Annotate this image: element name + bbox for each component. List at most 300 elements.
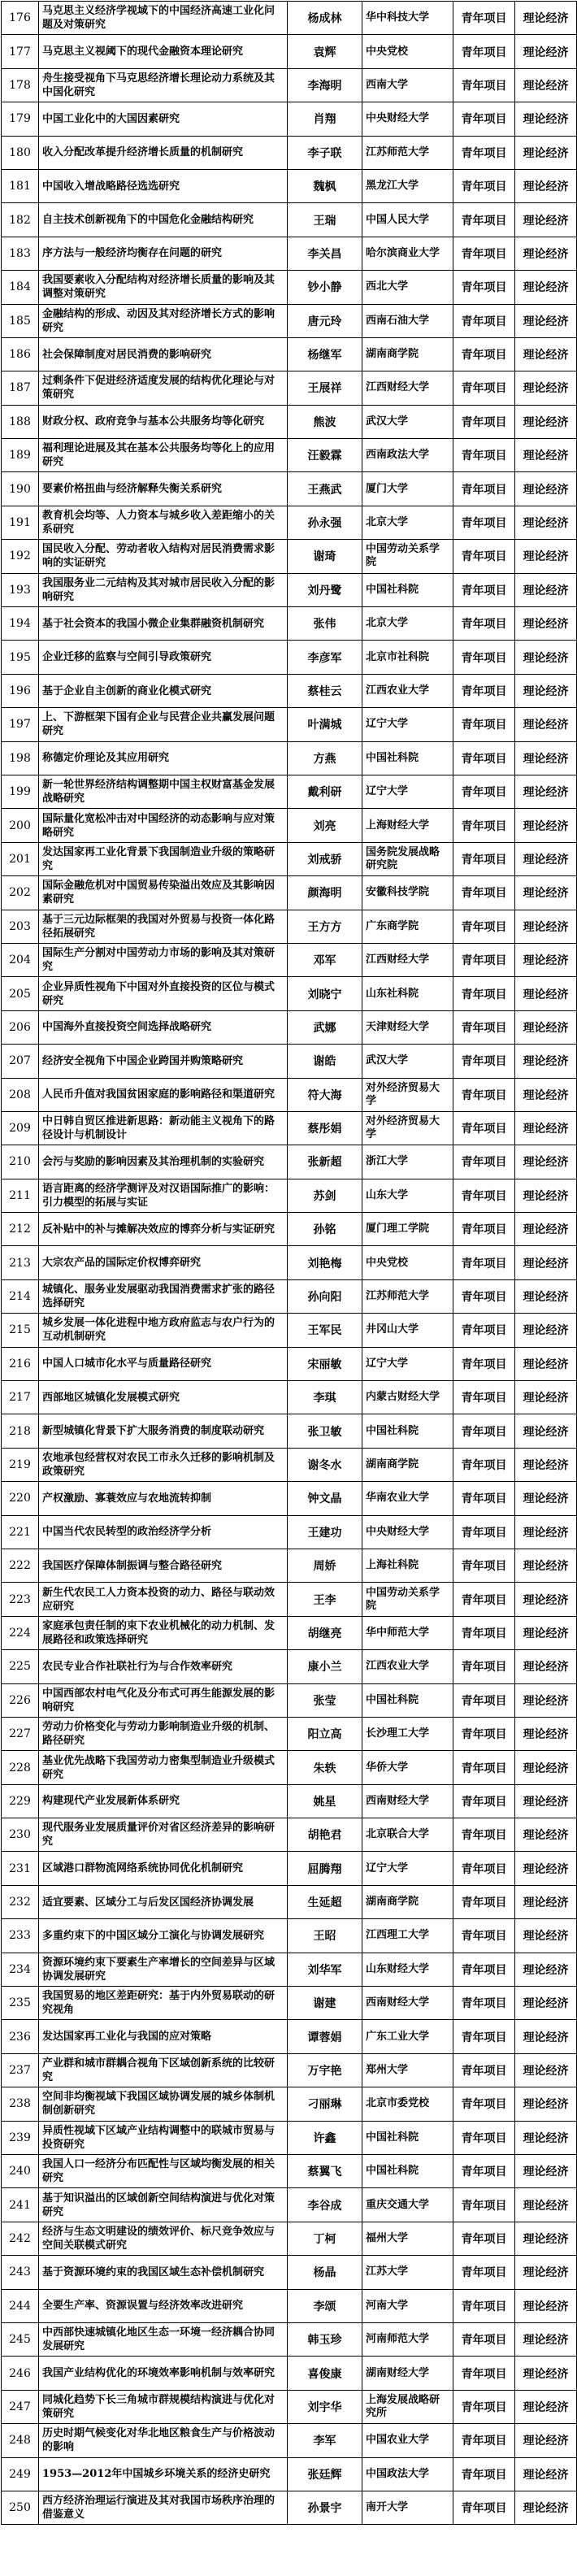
project-leader: 刘艳梅 — [288, 1246, 362, 1279]
project-discipline: 理论经济 — [515, 405, 577, 438]
project-number: 186 — [2, 337, 39, 371]
project-leader: 姚星 — [288, 1784, 362, 1818]
project-type: 青年项目 — [453, 102, 515, 136]
project-number: 239 — [2, 2121, 39, 2154]
project-number: 205 — [2, 977, 39, 1010]
project-number: 206 — [2, 1010, 39, 1044]
project-title: 社会保障制度对居民消费的影响研究 — [39, 337, 288, 371]
project-type: 青年项目 — [453, 1583, 515, 1616]
project-leader: 颜海明 — [288, 876, 362, 910]
table-row — [2, 2289, 577, 2322]
project-number: 238 — [2, 2087, 39, 2121]
project-organization: 福州大学 — [362, 2222, 453, 2255]
project-leader: 钞小静 — [288, 271, 362, 304]
project-number: 188 — [2, 405, 39, 438]
project-type: 青年项目 — [453, 1448, 515, 1481]
project-type: 青年项目 — [453, 2457, 515, 2491]
project-leader: 刘华军 — [288, 1953, 362, 1986]
project-leader: 生延超 — [288, 1885, 362, 1918]
project-type: 青年项目 — [453, 775, 515, 808]
project-title: 我国产业结构优化的环境效率影响机制与效率研究 — [39, 2357, 288, 2390]
project-discipline: 理论经济 — [515, 304, 577, 337]
table-row — [2, 1515, 577, 1549]
project-title: 中国人口城市化水平与质量路径研究 — [39, 1347, 288, 1380]
project-discipline: 理论经济 — [515, 1885, 577, 1918]
project-organization: 江苏师范大学 — [362, 136, 453, 169]
project-type: 青年项目 — [453, 1717, 515, 1750]
project-discipline: 理论经济 — [515, 910, 577, 943]
table-row — [2, 943, 577, 976]
project-number: 214 — [2, 1279, 39, 1313]
table-row — [2, 2222, 577, 2255]
table-row — [2, 1616, 577, 1649]
project-discipline: 理论经济 — [515, 439, 577, 472]
project-title: 产业群和城市群耦合视角下区域创新系统的比较研究 — [39, 2053, 288, 2087]
project-leader: 张伟 — [288, 607, 362, 641]
project-type: 青年项目 — [453, 943, 515, 976]
project-type: 青年项目 — [453, 68, 515, 102]
project-title: 自主技术创新视角下的中国危化金融结构研究 — [39, 203, 288, 237]
table-row — [2, 2457, 577, 2491]
project-type: 青年项目 — [453, 1987, 515, 2020]
project-organization: 哈尔滨商业大学 — [362, 237, 453, 270]
project-organization: 浙江大学 — [362, 1145, 453, 1179]
project-title: 中国工业化中的大国因素研究 — [39, 102, 288, 136]
table-row — [2, 2357, 577, 2390]
table-row — [2, 910, 577, 943]
project-type: 青年项目 — [453, 1078, 515, 1111]
project-number: 203 — [2, 910, 39, 943]
project-leader: 王昭 — [288, 1919, 362, 1953]
project-title: 农民专业合作社联社行为与合作效率研究 — [39, 1650, 288, 1683]
project-discipline: 理论经济 — [515, 607, 577, 641]
project-type: 青年项目 — [453, 2155, 515, 2188]
project-discipline: 理论经济 — [515, 1246, 577, 1279]
project-organization: 西南政法大学 — [362, 439, 453, 472]
project-discipline: 理论经济 — [515, 2322, 577, 2356]
project-leader: 袁辉 — [288, 35, 362, 68]
project-type: 青年项目 — [453, 741, 515, 775]
table-row — [2, 405, 577, 438]
project-number: 217 — [2, 1381, 39, 1414]
project-type: 青年项目 — [453, 2087, 515, 2121]
table-row — [2, 2053, 577, 2087]
project-discipline: 理论经济 — [515, 371, 577, 405]
table-row — [2, 472, 577, 506]
project-discipline: 理论经济 — [515, 1515, 577, 1549]
project-leader: 屈腾翔 — [288, 1852, 362, 1885]
project-discipline: 理论经济 — [515, 2, 577, 35]
project-leader: 李谷成 — [288, 2188, 362, 2222]
project-title: 基于三元边际框架的我国对外贸易与投资一体化路径拓展研究 — [39, 910, 288, 943]
project-leader: 刘亮 — [288, 809, 362, 842]
table-row — [2, 439, 577, 472]
project-organization: 安徽科技学院 — [362, 876, 453, 910]
table-row — [2, 1650, 577, 1683]
table-row — [2, 1045, 577, 1078]
project-organization: 北京联合大学 — [362, 1818, 453, 1852]
project-leader: 苏剑 — [288, 1179, 362, 1212]
project-discipline: 理论经济 — [515, 1414, 577, 1448]
table-row — [2, 540, 577, 573]
project-organization: 江西财经大学 — [362, 371, 453, 405]
project-title: 我国要素收入分配结构对经济增长质量的影响及其调整对策研究 — [39, 271, 288, 304]
project-leader: 韩玉珍 — [288, 2322, 362, 2356]
project-type: 青年项目 — [453, 1010, 515, 1044]
project-discipline: 理论经济 — [515, 1448, 577, 1481]
project-number: 231 — [2, 1852, 39, 1885]
project-discipline: 理论经济 — [515, 1549, 577, 1582]
project-organization: 北京大学 — [362, 506, 453, 539]
table-row — [2, 1751, 577, 1784]
project-organization: 上海财经大学 — [362, 809, 453, 842]
project-type: 青年项目 — [453, 1885, 515, 1918]
project-number: 179 — [2, 102, 39, 136]
project-discipline: 理论经济 — [515, 2121, 577, 2154]
project-number: 192 — [2, 540, 39, 573]
project-leader: 王燕武 — [288, 472, 362, 506]
project-type: 青年项目 — [453, 607, 515, 641]
project-number: 225 — [2, 1650, 39, 1683]
project-title: 家庭承包责任制的束下农业机械化的动力机制、发展路径和政策选择研究 — [39, 1616, 288, 1649]
table-row — [2, 506, 577, 539]
project-number: 207 — [2, 1045, 39, 1078]
project-organization: 西南财经大学 — [362, 1987, 453, 2020]
project-title: 我国服务业二元结构及其对城市居民收入分配的影响研究 — [39, 573, 288, 606]
project-discipline: 理论经济 — [515, 2188, 577, 2222]
project-discipline: 理论经济 — [515, 271, 577, 304]
project-leader: 魏枫 — [288, 169, 362, 202]
table-row — [2, 1111, 577, 1145]
project-discipline: 理论经济 — [515, 1010, 577, 1044]
project-type: 青年项目 — [453, 910, 515, 943]
project-leader: 王瑞 — [288, 203, 362, 237]
project-leader: 杨继军 — [288, 337, 362, 371]
project-type: 青年项目 — [453, 2289, 515, 2322]
project-leader: 张新超 — [288, 1145, 362, 1179]
project-title: 中国海外直接投资空间选择战略研究 — [39, 1010, 288, 1044]
project-title: 人民币升值对我国贫困家庭的影响路径和渠道研究 — [39, 1078, 288, 1111]
project-title: 我国医疗保障体制振调与整合路径研究 — [39, 1549, 288, 1582]
project-type: 青年项目 — [453, 1246, 515, 1279]
project-type: 青年项目 — [453, 1953, 515, 1986]
project-organization: 华侨大学 — [362, 1751, 453, 1784]
project-discipline: 理论经济 — [515, 2020, 577, 2053]
project-organization: 辽宁大学 — [362, 1347, 453, 1380]
project-title: 国际量化宽松冲击对中国经济的动态影响与应对策略研究 — [39, 809, 288, 842]
project-number: 182 — [2, 203, 39, 237]
project-type: 青年项目 — [453, 1213, 515, 1246]
table-row — [2, 1885, 577, 1918]
project-organization: 中国政法大学 — [362, 2457, 453, 2491]
project-title: 中国收入增战略路径选选研究 — [39, 169, 288, 202]
project-type: 青年项目 — [453, 1482, 515, 1515]
project-discipline: 理论经济 — [515, 674, 577, 707]
project-title: 企业异质性视角下中国对外直接投资的区位与模式研究 — [39, 977, 288, 1010]
project-leader: 符大海 — [288, 1078, 362, 1111]
project-discipline: 理论经济 — [515, 1583, 577, 1616]
project-organization: 江苏师范大学 — [362, 1279, 453, 1313]
project-organization: 厦门理工学院 — [362, 1213, 453, 1246]
table-row — [2, 1078, 577, 1111]
table-row — [2, 1683, 577, 1717]
project-title: 中国当代农民转型的政治经济学分析 — [39, 1515, 288, 1549]
project-number: 237 — [2, 2053, 39, 2087]
project-number: 180 — [2, 136, 39, 169]
project-organization: 华中师范大学 — [362, 1616, 453, 1649]
table-row — [2, 136, 577, 169]
project-type: 青年项目 — [453, 1818, 515, 1852]
project-organization: 中国社科院 — [362, 2121, 453, 2154]
project-title: 教育机会均等、人力资本与城乡收入差距缩小的关系研究 — [39, 506, 288, 539]
project-organization: 辽宁大学 — [362, 1852, 453, 1885]
table-row — [2, 2121, 577, 2154]
project-organization: 中国社科院 — [362, 2155, 453, 2188]
project-leader: 万宇艳 — [288, 2053, 362, 2087]
project-organization: 江西理工大学 — [362, 1919, 453, 1953]
project-number: 245 — [2, 2322, 39, 2356]
project-organization: 中国社科院 — [362, 1683, 453, 1717]
table-row — [2, 809, 577, 842]
project-list-table — [1, 1, 577, 2525]
project-discipline: 理论经济 — [515, 1717, 577, 1750]
project-type: 青年项目 — [453, 1683, 515, 1717]
table-row — [2, 1213, 577, 1246]
table-row — [2, 102, 577, 136]
project-number: 230 — [2, 1818, 39, 1852]
project-leader: 张莹 — [288, 1683, 362, 1717]
project-discipline: 理论经济 — [515, 1347, 577, 1380]
project-type: 青年项目 — [453, 1784, 515, 1818]
project-title: 我国贸易的地区差距研究：基于内外贸易联动的研究视角 — [39, 1987, 288, 2020]
project-discipline: 理论经济 — [515, 876, 577, 910]
project-type: 青年项目 — [453, 2, 515, 35]
project-type: 青年项目 — [453, 2121, 515, 2154]
table-row — [2, 304, 577, 337]
project-leader: 李军 — [288, 2424, 362, 2457]
project-title: 构建现代产业发展新体系研究 — [39, 1784, 288, 1818]
project-type: 青年项目 — [453, 2188, 515, 2222]
table-row — [2, 1583, 577, 1616]
table-row — [2, 1010, 577, 1044]
project-discipline: 理论经济 — [515, 2390, 577, 2423]
project-number: 212 — [2, 1213, 39, 1246]
project-title: 要素价格扭曲与经济解释失衡关系研究 — [39, 472, 288, 506]
project-type: 青年项目 — [453, 203, 515, 237]
project-leader: 王展祥 — [288, 371, 362, 405]
project-type: 青年项目 — [453, 2357, 515, 2390]
project-title: 福利理论进展及其在基本公共服务均等化上的应用研究 — [39, 439, 288, 472]
project-title: 产权激励、寡蓑效应与农地流转抑制 — [39, 1482, 288, 1515]
table-row — [2, 1818, 577, 1852]
project-leader: 刘戒骄 — [288, 842, 362, 875]
project-leader: 叶满城 — [288, 708, 362, 741]
project-organization: 中国劳动关系学院 — [362, 1583, 453, 1616]
project-leader: 孙永强 — [288, 506, 362, 539]
project-type: 青年项目 — [453, 2256, 515, 2289]
project-leader: 唐元玲 — [288, 304, 362, 337]
project-leader: 胡继亮 — [288, 1616, 362, 1649]
table-row — [2, 775, 577, 808]
project-discipline: 理论经济 — [515, 1852, 577, 1885]
project-number: 197 — [2, 708, 39, 741]
project-organization: 天津财经大学 — [362, 1010, 453, 1044]
project-number: 227 — [2, 1717, 39, 1750]
project-title: 农地承包经营权对农民工市永久迁移的影响机制及政策研究 — [39, 1448, 288, 1481]
project-title: 同城化趋势下长三角城市群规模结构演进与优化对策研究 — [39, 2390, 288, 2423]
project-type: 青年项目 — [453, 809, 515, 842]
project-discipline: 理论经济 — [515, 2222, 577, 2255]
project-type: 青年项目 — [453, 1852, 515, 1885]
table-row — [2, 607, 577, 641]
project-discipline: 理论经济 — [515, 237, 577, 270]
project-discipline: 理论经济 — [515, 1953, 577, 1986]
project-number: 190 — [2, 472, 39, 506]
project-number: 220 — [2, 1482, 39, 1515]
project-title: 马克思主义视阈下的现代金融资本理论研究 — [39, 35, 288, 68]
project-organization: 长沙理工大学 — [362, 1717, 453, 1750]
project-number: 236 — [2, 2020, 39, 2053]
project-discipline: 理论经济 — [515, 775, 577, 808]
project-title: 会污与奖励的影响因素及其治理机制的实验研究 — [39, 1145, 288, 1179]
table-row — [2, 68, 577, 102]
table-row — [2, 842, 577, 875]
project-title: 区域港口群物流网络系统协同优化机制研究 — [39, 1852, 288, 1885]
project-leader: 蔡彤娟 — [288, 1111, 362, 1145]
project-number: 189 — [2, 439, 39, 472]
table-row — [2, 1381, 577, 1414]
project-title: 基业优先战略下我国劳动力密集型制造业升级模式研究 — [39, 1751, 288, 1784]
project-number: 224 — [2, 1616, 39, 1649]
table-row — [2, 271, 577, 304]
project-leader: 喜俊康 — [288, 2357, 362, 2390]
project-organization: 北京市社科院 — [362, 641, 453, 674]
project-discipline: 理论经济 — [515, 1919, 577, 1953]
project-title: 中日韩自贸区推进新思路：新动能主义视角下的路径设计与机制设计 — [39, 1111, 288, 1145]
project-organization: 江苏大学 — [362, 2256, 453, 2289]
table-row — [2, 641, 577, 674]
project-discipline: 理论经济 — [515, 2424, 577, 2457]
project-title: 中国西部农村电气化及分布式可再生能源发展的影响研究 — [39, 1683, 288, 1717]
table-row — [2, 741, 577, 775]
table-row — [2, 237, 577, 270]
project-organization: 西南石油大学 — [362, 304, 453, 337]
table-row — [2, 708, 577, 741]
project-organization: 重庆交通大学 — [362, 2188, 453, 2222]
project-type: 青年项目 — [453, 2322, 515, 2356]
project-title: 适宜要素、区域分工与后发区国经济协调发展 — [39, 1885, 288, 1918]
project-title: 资源环境约束下要素生产率增长的空间差异与区域协调发展研究 — [39, 1953, 288, 1986]
project-number: 200 — [2, 809, 39, 842]
project-leader: 李海明 — [288, 68, 362, 102]
project-discipline: 理论经济 — [515, 809, 577, 842]
project-organization: 河南大学 — [362, 2289, 453, 2322]
project-type: 青年项目 — [453, 237, 515, 270]
project-leader: 蔡翼飞 — [288, 2155, 362, 2188]
project-type: 青年项目 — [453, 876, 515, 910]
table-row — [2, 2390, 577, 2423]
project-organization: 中国社科院 — [362, 1414, 453, 1448]
project-title: 新型城镇化背景下扩大服务消费的制度联动研究 — [39, 1414, 288, 1448]
project-title: 基于企业自主创新的商业化模式研究 — [39, 674, 288, 707]
project-type: 青年项目 — [453, 1111, 515, 1145]
table-row — [2, 2155, 577, 2188]
project-title: 中西部快速城镇化地区生态一环境一经济耦合协同发展研究 — [39, 2322, 288, 2356]
project-title: 城乡发展一体化进程中地方政府监志与农户行为的互动机制研究 — [39, 1314, 288, 1347]
project-number: 228 — [2, 1751, 39, 1784]
project-organization: 中央财经大学 — [362, 1515, 453, 1549]
project-number: 213 — [2, 1246, 39, 1279]
project-leader: 钟文晶 — [288, 1482, 362, 1515]
project-organization: 广东工业大学 — [362, 2020, 453, 2053]
table-row — [2, 1953, 577, 1986]
project-leader: 朱轶 — [288, 1751, 362, 1784]
project-type: 青年项目 — [453, 540, 515, 573]
project-type: 青年项目 — [453, 439, 515, 472]
project-organization: 中央财经大学 — [362, 102, 453, 136]
project-discipline: 理论经济 — [515, 203, 577, 237]
table-row — [2, 35, 577, 68]
project-discipline: 理论经济 — [515, 2256, 577, 2289]
project-title: 异质性视域下区域产业结构调整中的联城市贸易与投资研究 — [39, 2121, 288, 2154]
project-leader: 张卫敏 — [288, 1414, 362, 1448]
project-number: 235 — [2, 1987, 39, 2020]
project-organization: 华南农业大学 — [362, 1482, 453, 1515]
project-type: 青年项目 — [453, 136, 515, 169]
project-discipline: 理论经济 — [515, 540, 577, 573]
project-organization: 北京大学 — [362, 607, 453, 641]
project-number: 199 — [2, 775, 39, 808]
project-title: 城镇化、服务业发展驱动我国消费需求扩张的路径选择研究 — [39, 1279, 288, 1313]
project-discipline: 理论经济 — [515, 1145, 577, 1179]
project-discipline: 理论经济 — [515, 136, 577, 169]
project-discipline: 理论经济 — [515, 1111, 577, 1145]
project-discipline: 理论经济 — [515, 2053, 577, 2087]
project-title: 空间非均衡视域下我国区域协调发展的城乡体制机制创新研究 — [39, 2087, 288, 2121]
project-title: 发达国家再工业化与我国的应对策略 — [39, 2020, 288, 2053]
project-organization: 湖南商学院 — [362, 1885, 453, 1918]
project-organization: 中国人民大学 — [362, 203, 453, 237]
project-number: 185 — [2, 304, 39, 337]
project-number: 194 — [2, 607, 39, 641]
project-leader: 丁柯 — [288, 2222, 362, 2255]
project-title: 发达国家再工业化背景下我国制造业升级的策略研究 — [39, 842, 288, 875]
table-row — [2, 1414, 577, 1448]
table-row — [2, 371, 577, 405]
project-leader: 康小兰 — [288, 1650, 362, 1683]
project-title: 国民收入分配、劳动者收入结构对居民消费需求影响的实证研究 — [39, 540, 288, 573]
project-leader: 阳立高 — [288, 1717, 362, 1750]
project-title: 国际金融危机对中国贸易传染溢出效应及其影响因素研究 — [39, 876, 288, 910]
project-discipline: 理论经济 — [515, 1784, 577, 1818]
project-number: 229 — [2, 1784, 39, 1818]
project-number: 249 — [2, 2457, 39, 2491]
table-row — [2, 674, 577, 707]
project-type: 青年项目 — [453, 2020, 515, 2053]
project-type: 青年项目 — [453, 1751, 515, 1784]
project-type: 青年项目 — [453, 2053, 515, 2087]
project-number: 181 — [2, 169, 39, 202]
project-discipline: 理论经济 — [515, 977, 577, 1010]
project-title: 经济与生态文明建设的绩效评价、标尺竞争效应与空间关联模式研究 — [39, 2222, 288, 2255]
project-discipline: 理论经济 — [515, 1987, 577, 2020]
project-organization: 湖南财经大学 — [362, 2357, 453, 2390]
project-number: 240 — [2, 2155, 39, 2188]
table-row — [2, 1246, 577, 1279]
project-number: 183 — [2, 237, 39, 270]
table-row — [2, 876, 577, 910]
project-discipline: 理论经济 — [515, 1751, 577, 1784]
